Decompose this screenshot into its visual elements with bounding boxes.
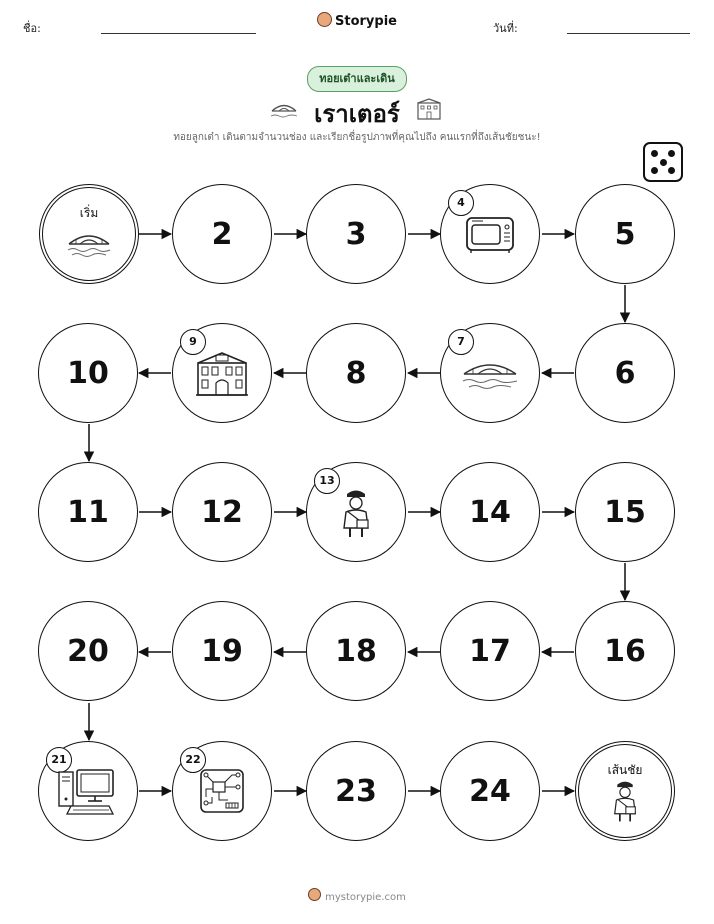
cell-badge: 7 (448, 329, 474, 355)
cell-number: 24 (469, 773, 511, 809)
mail-carrier-icon (339, 484, 373, 540)
cell-22[interactable] (172, 741, 272, 841)
computer-icon (57, 766, 119, 816)
mail-carrier-icon (610, 776, 640, 824)
cell-18[interactable] (306, 601, 406, 701)
date-label: วันที่: (493, 22, 518, 35)
cell-16[interactable] (575, 601, 675, 701)
cell-3[interactable] (306, 184, 406, 284)
start-label: เริ่ม (79, 206, 99, 220)
cell-8[interactable] (306, 323, 406, 423)
cell-number: 23 (335, 773, 377, 809)
cell-finish[interactable] (575, 741, 675, 841)
cell-4[interactable] (440, 184, 540, 284)
oven-icon (463, 214, 517, 254)
cell-14[interactable] (440, 462, 540, 562)
cell-number: 6 (614, 355, 636, 391)
circuit-board-icon (198, 767, 246, 815)
name-label: ชื่อ: (23, 22, 41, 35)
cell-5[interactable] (575, 184, 675, 284)
cell-badge: 4 (448, 190, 474, 216)
cell-19[interactable] (172, 601, 272, 701)
cell-2[interactable] (172, 184, 272, 284)
cell-number: 15 (604, 494, 646, 530)
building-icon (194, 349, 250, 397)
footer-site[interactable]: mystorypie.com (325, 892, 406, 903)
cell-23[interactable] (306, 741, 406, 841)
cell-number: 20 (67, 633, 109, 669)
page-title: เราเตอร์ (314, 100, 400, 128)
cell-number: 18 (335, 633, 377, 669)
cell-number: 11 (67, 494, 109, 530)
cell-6[interactable] (575, 323, 675, 423)
cell-number: 10 (67, 355, 109, 391)
cell-number: 17 (469, 633, 511, 669)
cell-badge: 9 (180, 329, 206, 355)
cell-number: 8 (345, 355, 367, 391)
instructions: ทอยลูกเต๋า เดินตามจำนวนช่อง และเรียกชื่อรูปภาพที่คุณไปถึง คนแรกที่ถึงเส้นชัยชนะ! (173, 132, 541, 143)
storypie-logo-icon (308, 888, 321, 901)
cell-number: 19 (201, 633, 243, 669)
game-tag: ทอยเต๋าและเดิน (307, 66, 407, 92)
cell-17[interactable] (440, 601, 540, 701)
cell-start[interactable] (39, 184, 139, 284)
cell-number: 5 (614, 216, 636, 252)
cell-15[interactable] (575, 462, 675, 562)
cell-21[interactable] (38, 741, 138, 841)
bridge-icon (66, 228, 112, 258)
cell-12[interactable] (172, 462, 272, 562)
cell-13[interactable] (306, 462, 406, 562)
cell-20[interactable] (38, 601, 138, 701)
footer (0, 888, 714, 903)
cell-number: 16 (604, 633, 646, 669)
bridge-icon (461, 356, 519, 390)
brand-name: Storypie (335, 14, 397, 29)
cell-9[interactable] (172, 323, 272, 423)
cell-7[interactable] (440, 323, 540, 423)
cell-badge: 22 (180, 747, 206, 773)
cell-badge: 13 (314, 468, 340, 494)
cell-number: 2 (211, 216, 233, 252)
cell-number: 12 (201, 494, 243, 530)
cell-number: 3 (345, 216, 367, 252)
cell-number: 14 (469, 494, 511, 530)
cell-11[interactable] (38, 462, 138, 562)
finish-label: เส้นชัย (607, 763, 643, 777)
cell-10[interactable] (38, 323, 138, 423)
cell-24[interactable] (440, 741, 540, 841)
cell-badge: 21 (46, 747, 72, 773)
